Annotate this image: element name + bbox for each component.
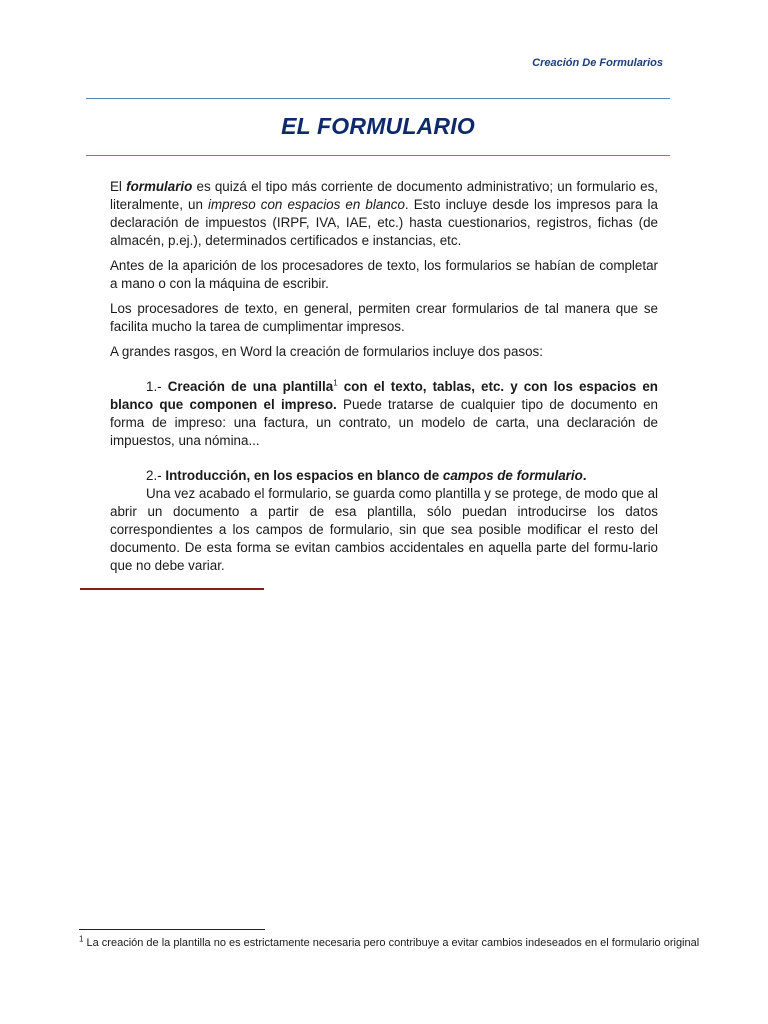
section-end-rule (80, 588, 264, 590)
footnote-reference[interactable]: 1 (333, 378, 338, 388)
paragraph-intro (110, 178, 658, 250)
step-2 (110, 467, 658, 485)
title-top-rule (86, 98, 670, 99)
paragraph-history: Antes de la aparición de los procesadores de texto, los formularios se habían de completar a mano o con la máquina de escribir. (110, 258, 658, 291)
footnote (79, 936, 719, 951)
step-2-heading: Introducción, en los espacios en blanco de (165, 468, 443, 483)
step-1-heading-b: con el texto, tablas, etc. y con los espacios en blanco que componen el impreso. (110, 379, 658, 412)
body-text (110, 178, 658, 575)
paragraph-intro-text-2: es quizá el tipo más corriente de documento administrativo; un formulario es, literalmente, un (110, 179, 658, 212)
footnote-text: La creación de la plantilla no es estrictamente necesaria pero contribuye a evitar cambios indeseados en el formulario original (83, 937, 700, 949)
step-2-text: Una vez acabado el formulario, se guarda como plantilla y se protege, de modo que al abrir un documento a partir de esa plantilla, sólo puedan introducirse los datos correspondientes a los campos de formulario, sin que sea posible modificar el resto del documento. De esta forma se evitan cambios accidentales en aquella parte del formu-lario que no debe variar. (110, 486, 658, 573)
term-impreso: impreso con espacios en blanco (208, 197, 405, 212)
step-2-number: 2.- (146, 468, 166, 483)
paragraph-steps-intro: A grandes rasgos, en Word la creación de formularios incluye dos pasos: (110, 344, 543, 359)
step-1-text: Puede tratarse de cualquier tipo de documento en forma de impreso: una factura, un contrato, un modelo de carta, una declaración de impuestos, una nómina... (110, 397, 658, 448)
step-1-number: 1.- (146, 379, 168, 394)
running-header: Creación De Formularios (532, 57, 663, 69)
footnote-number: 1 (79, 934, 84, 944)
step-1 (110, 378, 658, 450)
step-2-heading-end: . (582, 468, 587, 483)
paragraph-intro-text-1: El (110, 179, 127, 194)
page-title: EL FORMULARIO (281, 113, 475, 139)
paragraph-processors: Los procesadores de texto, en general, permiten crear formularios de tal manera que se facilita mucho la tarea de cumplimentar impresos. (110, 301, 658, 334)
step-1-heading-a: Creación de una plantilla (167, 379, 334, 394)
footnote-separator (79, 929, 265, 930)
term-formulario: formulario (126, 179, 193, 194)
step-2-term: campos de formulario (442, 468, 583, 483)
paragraph-intro-text-3: . Esto incluye desde los impresos para la declaración de impuestos (IRPF, IVA, IAE, etc.) hasta cuestionarios, registros, fichas (de almacén, p.ej.), determinados certificados e instancias, etc. (110, 197, 658, 248)
title-bottom-rule (86, 155, 670, 156)
